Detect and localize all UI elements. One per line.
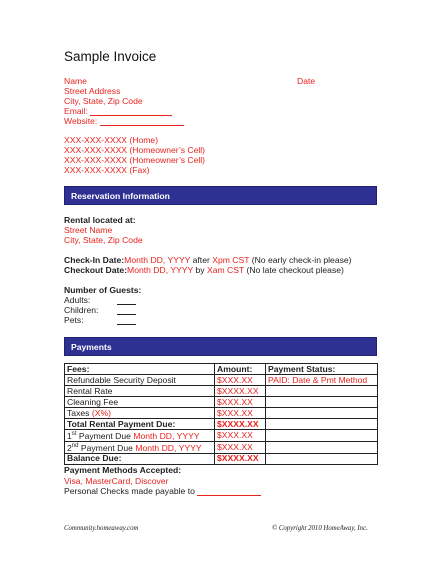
first-payment-cell bbox=[65, 430, 215, 442]
second-status bbox=[266, 441, 378, 453]
first-status bbox=[266, 430, 378, 442]
table-row bbox=[65, 386, 378, 397]
checkout-line bbox=[64, 265, 344, 275]
methods-list: Visa, MasterCard, Discover bbox=[64, 476, 169, 486]
taxes-amount: $XXX.XX bbox=[215, 408, 266, 419]
table-row bbox=[65, 408, 378, 419]
rate-status bbox=[266, 386, 378, 397]
rate-label: Rental Rate bbox=[65, 386, 215, 397]
balance-amount: $XXXX.XX bbox=[215, 453, 266, 464]
checkout-by: by bbox=[195, 265, 205, 275]
table-row bbox=[65, 397, 378, 408]
table-row bbox=[65, 419, 378, 430]
website-field bbox=[64, 116, 184, 126]
children-label: Children: bbox=[64, 305, 99, 315]
first-date: Month DD, YYYY bbox=[133, 430, 200, 441]
cleaning-status bbox=[266, 397, 378, 408]
second-sup: nd bbox=[71, 442, 79, 449]
rental-city: City, State, Zip Code bbox=[64, 235, 143, 245]
total-label: Total Rental Payment Due: bbox=[65, 419, 215, 430]
reservation-header-bar bbox=[64, 186, 377, 205]
fees-table bbox=[64, 363, 378, 465]
pets-label: Pets: bbox=[64, 315, 84, 325]
taxes-label: Taxes bbox=[67, 407, 90, 418]
reservation-header: Reservation Information bbox=[71, 191, 170, 201]
col-amount: Amount: bbox=[215, 364, 266, 375]
email-label: Email: bbox=[64, 106, 88, 116]
website-label: Website: bbox=[64, 116, 98, 126]
deposit-amount: $XXX.XX bbox=[215, 375, 266, 386]
street-address: Street Address bbox=[64, 86, 121, 96]
balance-status bbox=[266, 453, 378, 464]
website-underline bbox=[100, 117, 184, 126]
children-blank bbox=[117, 305, 136, 315]
checkin-after: after bbox=[192, 255, 210, 265]
col-status: Payment Status: bbox=[266, 364, 378, 375]
taxes-pct: (X%) bbox=[91, 407, 111, 418]
phone-home: XXX-XXX-XXXX (Home) bbox=[64, 135, 159, 145]
footer-copyright: © Copyright 2010 HomeAway, Inc. bbox=[272, 525, 368, 532]
footer-site: Community.homeaway.com bbox=[64, 525, 139, 532]
email-field bbox=[64, 106, 172, 116]
deposit-status: PAID: Date & Pmt Method bbox=[266, 375, 378, 386]
table-row bbox=[65, 375, 378, 386]
rate-amount: $XXXX.XX bbox=[215, 386, 266, 397]
name-field: Name bbox=[64, 76, 87, 86]
cleaning-amount: $XXX.XX bbox=[215, 397, 266, 408]
second-label: Payment Due bbox=[78, 442, 133, 453]
taxes-cell bbox=[65, 408, 215, 419]
rental-street: Street Name bbox=[64, 225, 113, 235]
table-row bbox=[65, 430, 378, 442]
table-row bbox=[65, 441, 378, 453]
city-state-zip: City, State, Zip Code bbox=[64, 96, 143, 106]
checkout-time: Xam CST bbox=[206, 265, 245, 275]
checkout-label: Checkout Date: bbox=[64, 265, 128, 275]
checkin-line bbox=[64, 255, 352, 265]
phone-cell-2: XXX-XXX-XXXX (Homeowner’s Cell) bbox=[64, 155, 206, 165]
first-amount: $XXX.XX bbox=[215, 430, 266, 442]
cleaning-label: Cleaning Fee bbox=[65, 397, 215, 408]
total-status bbox=[266, 419, 378, 430]
first-label: Payment Due bbox=[76, 430, 131, 441]
checkin-date: Month DD, YYYY bbox=[124, 255, 191, 265]
pets-blank bbox=[117, 315, 136, 325]
phone-cell-1: XXX-XXX-XXXX (Homeowner’s Cell) bbox=[64, 145, 206, 155]
adults-label: Adults: bbox=[64, 295, 91, 305]
methods-label: Payment Methods Accepted: bbox=[64, 465, 182, 475]
checks-line bbox=[64, 486, 261, 496]
date-field: Date bbox=[297, 76, 316, 86]
total-amount: $XXXX.XX bbox=[215, 419, 266, 430]
email-underline bbox=[90, 107, 172, 116]
checkin-label: Check-In Date: bbox=[64, 255, 125, 265]
checkin-note: (No early check-in please) bbox=[251, 255, 352, 265]
checkout-note: (No late checkout please) bbox=[246, 265, 344, 275]
table-row bbox=[65, 453, 378, 464]
checkin-time: Xpm CST bbox=[212, 255, 250, 265]
second-amount: $XXX.XX bbox=[215, 441, 266, 453]
balance-label: Balance Due: bbox=[65, 453, 215, 464]
payments-header: Payments bbox=[71, 342, 112, 352]
rental-located-label: Rental located at: bbox=[64, 215, 136, 225]
checkout-date: Month DD, YYYY bbox=[127, 265, 194, 275]
first-sup: st bbox=[71, 431, 77, 437]
second-date: Month DD, YYYY bbox=[135, 442, 202, 453]
adults-blank bbox=[117, 295, 136, 305]
deposit-label: Refundable Security Deposit bbox=[65, 375, 215, 386]
payments-header-bar bbox=[64, 337, 377, 356]
guests-label: Number of Guests: bbox=[64, 285, 142, 295]
phone-fax: XXX-XXX-XXXX (Fax) bbox=[64, 165, 150, 175]
taxes-status bbox=[266, 408, 378, 419]
first-ord: 1 bbox=[67, 430, 72, 441]
second-payment-cell bbox=[65, 441, 215, 453]
page-title: Sample Invoice bbox=[64, 49, 157, 64]
checks-label: Personal Checks made payable to bbox=[64, 486, 195, 496]
second-ord: 2 bbox=[67, 442, 72, 453]
table-row bbox=[65, 364, 378, 375]
col-fees: Fees: bbox=[65, 364, 215, 375]
checks-underline bbox=[197, 487, 261, 496]
